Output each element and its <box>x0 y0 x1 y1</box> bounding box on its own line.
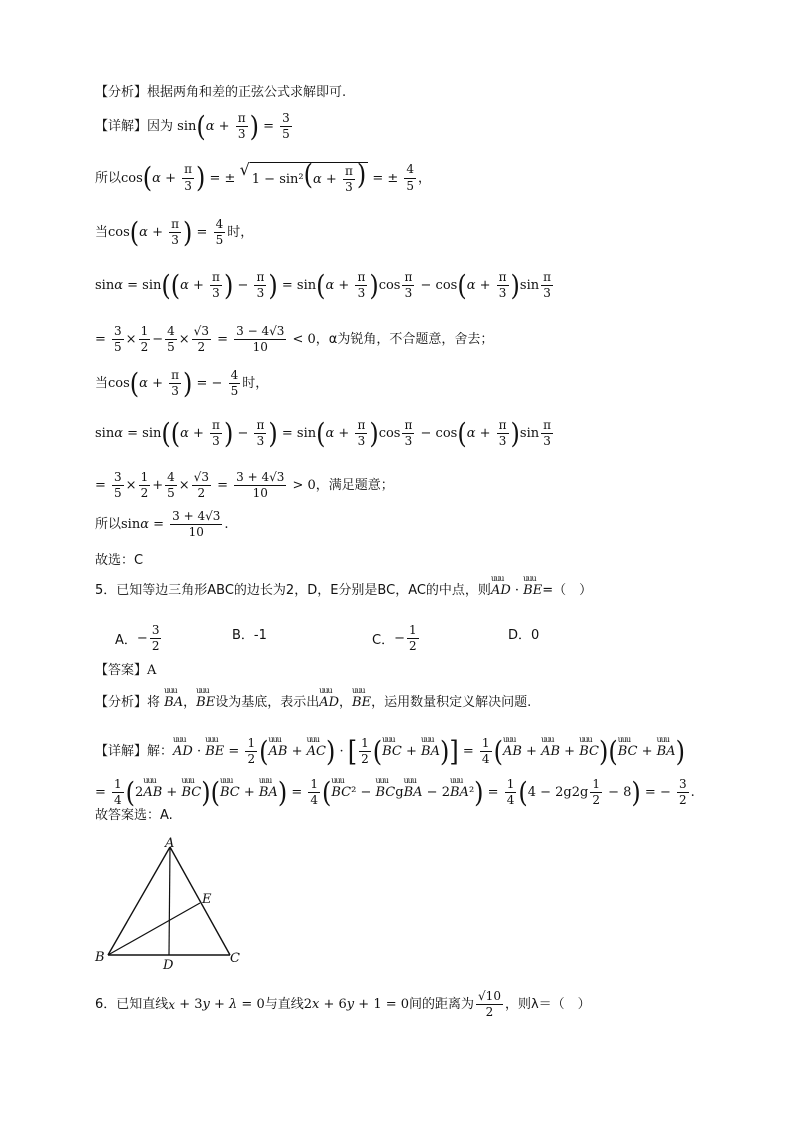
q5-detail-1: 【详解】 解： uuu AD · uuu BE = $\frac{1}{2}$ ( uuu AB + uuu AC ) · [ $\frac{1}{2}$ ( uuu BC + uuu BA ) ] = $\frac{1}{4}$ ( uuu AB + uuu AB + uuu BC ) ( uuu BC + uuu BA ) <box>95 737 685 766</box>
answer-tag: 【答案】 <box>95 663 148 678</box>
q4-result-2: = $\frac{3}{5}$ × $\frac{1}{2}$ + $\frac{4}{5}$ × $\frac{√3}{2}$ = $\frac{3 + 4√3}{10}$ > 0 ，满足题意； <box>95 470 394 501</box>
q4-time-1: 时， <box>227 225 254 241</box>
q4-detail-line: 【详解】 因为 sin ( α + $\frac{\pi}{3}$ ) = $\frac{3}{5}$ <box>95 110 290 143</box>
q5-analysis-tag: 【分析】 <box>95 695 148 710</box>
q4-when-2: 当 <box>95 376 109 392</box>
q4-case2-head: 当 cos ( α + $\frac{\pi}{3}$ ) = − $\frac{4}{5}$ 时， <box>95 367 269 400</box>
triangle-figure <box>90 835 260 970</box>
q5-detail-lead: 解： <box>147 744 174 760</box>
q5-answer-value: A <box>147 663 157 678</box>
q4-result-1: = $\frac{3}{5}$ × $\frac{1}{2}$ − $\frac{4}{5}$ × $\frac{√3}{2}$ = $\frac{3 - 4√3}{10}$ < 0 ，α为锐角，不合题意，舍去； <box>95 324 494 355</box>
q4-choice <box>95 554 143 567</box>
label-b: B <box>95 950 105 965</box>
median-ad <box>169 847 170 955</box>
q4-case1-head: 当 cos ( α + $\frac{\pi}{3}$ ) = $\frac{4}{5}$ 时， <box>95 216 254 249</box>
q5-stem-end: =（ ） <box>542 583 593 598</box>
q4-time-2: 时， <box>242 376 269 392</box>
q5-analysis-b: 设为基底，表示出 <box>215 695 320 710</box>
q5-option-d[interactable] <box>508 624 539 643</box>
q4-cos-line: 所以 cos ( α + $\frac{\pi}{3}$ ) = ± √ 1 − sin²(α + $\frac{\pi}{3}$ ) = ± $\frac{4}{5}$ ， <box>95 158 432 195</box>
q5-option-c[interactable]: C． − $\frac{1}{2}$ <box>372 623 417 654</box>
q5-stem-text: 5．已知等边三角形ABC的边长为2，D，E分别是BC，AC的中点，则 <box>95 583 491 598</box>
q5-option-d-label: D．0 <box>508 628 540 643</box>
q4-expansion-1: sinα = sin ( ( α + $\frac{\pi}{3}$ ) − $\frac{\pi}{3}$ ) = sin ( α + $\frac{\pi}{3}$ ) cos $\frac{\pi}{3}$ − cos ( α + $\frac{\pi}{3}$ ) sin $\frac{\pi}{3}$ <box>95 269 551 302</box>
q5-choice <box>95 809 173 822</box>
q5-option-a-label: A． <box>115 633 137 649</box>
q5-answer <box>95 664 156 677</box>
q4-case2-end: ，满足题意； <box>315 478 394 494</box>
analysis-tag: 【分析】 <box>95 85 148 100</box>
q5-detail-tag: 【详解】 <box>95 744 148 760</box>
q4-because: 因为 <box>147 119 174 135</box>
q4-choice-text: 故选：C <box>95 553 144 568</box>
label-c: C <box>230 951 240 966</box>
q5-choice-text: 故答案选：A. <box>95 808 173 823</box>
q6-stem-a: 6．已知直线 <box>95 997 169 1013</box>
q4-conclusion: 所以 sinα = $\frac{3 + 4√3}{10}$ . <box>95 509 229 540</box>
label-e: E <box>202 892 212 907</box>
q5-analysis: 【分析】 将 uuu BA ， uuu BE 设为基底，表示出 uuu AD ， uuu BE ，运用数量积定义解决问题. <box>95 696 531 709</box>
q5-analysis-c: ，运用数量积定义解决问题. <box>371 695 532 710</box>
q5-option-a[interactable]: A． − $\frac{3}{2}$ <box>115 623 160 654</box>
q5-option-c-label: C． <box>372 633 395 649</box>
q4-when-1: 当 <box>95 225 109 241</box>
label-a: A <box>165 836 175 851</box>
q5-stem: 5．已知等边三角形ABC的边长为2，D，E分别是BC，AC的中点，则 uuu AD · uuu BE =（ ） <box>95 584 592 597</box>
q4-analysis-line <box>95 86 346 99</box>
detail-tag: 【详解】 <box>95 119 148 135</box>
label-d: D <box>163 958 174 970</box>
q5-analysis-a: 将 <box>147 695 161 710</box>
q5-detail-2: = $\frac{1}{4}$ ( 2 uuu AB + uuu BC ) ( uuu BC + uuu BA ) = $\frac{1}{4}$ ( uuu BC ² − uuu BC g uuu BA − 2 uuu BA ² ) = $\frac{1}{4}$ ( 4 − 2g2g $\frac{1}{2}$ − 8 ) = − $\frac{3}{2}$ . <box>95 778 695 807</box>
q4-so: 所以 <box>95 170 122 186</box>
q5-option-b-label: B．-1 <box>232 628 267 643</box>
q4-analysis-text: 根据两角和差的正弦公式求解即可. <box>147 85 347 100</box>
q5-option-b[interactable] <box>232 624 267 643</box>
q4-case1-end: ，α为锐角，不合题意，舍去； <box>315 332 494 348</box>
q6-stem: 6．已知直线 x + 3 y + λ = 0 与直线 2 x + 6 y + 1 = 0 间的距离为 $\frac{√10}{2}$ ，则λ＝（ ） <box>95 989 591 1020</box>
q6-stem-d: ，则λ＝（ ） <box>504 997 591 1013</box>
q6-stem-b: 与直线 <box>264 997 304 1013</box>
median-be <box>108 903 200 955</box>
q4-expansion-2: sinα = sin ( ( α + $\frac{\pi}{3}$ ) − $\frac{\pi}{3}$ ) = sin ( α + $\frac{\pi}{3}$ ) cos $\frac{\pi}{3}$ − cos ( α + $\frac{\pi}{3}$ ) sin $\frac{\pi}{3}$ <box>95 417 551 450</box>
q4-so-2: 所以 <box>95 517 122 533</box>
q6-stem-c: 间的距离为 <box>409 997 475 1013</box>
side-ac <box>170 847 230 955</box>
side-ab <box>108 847 170 955</box>
